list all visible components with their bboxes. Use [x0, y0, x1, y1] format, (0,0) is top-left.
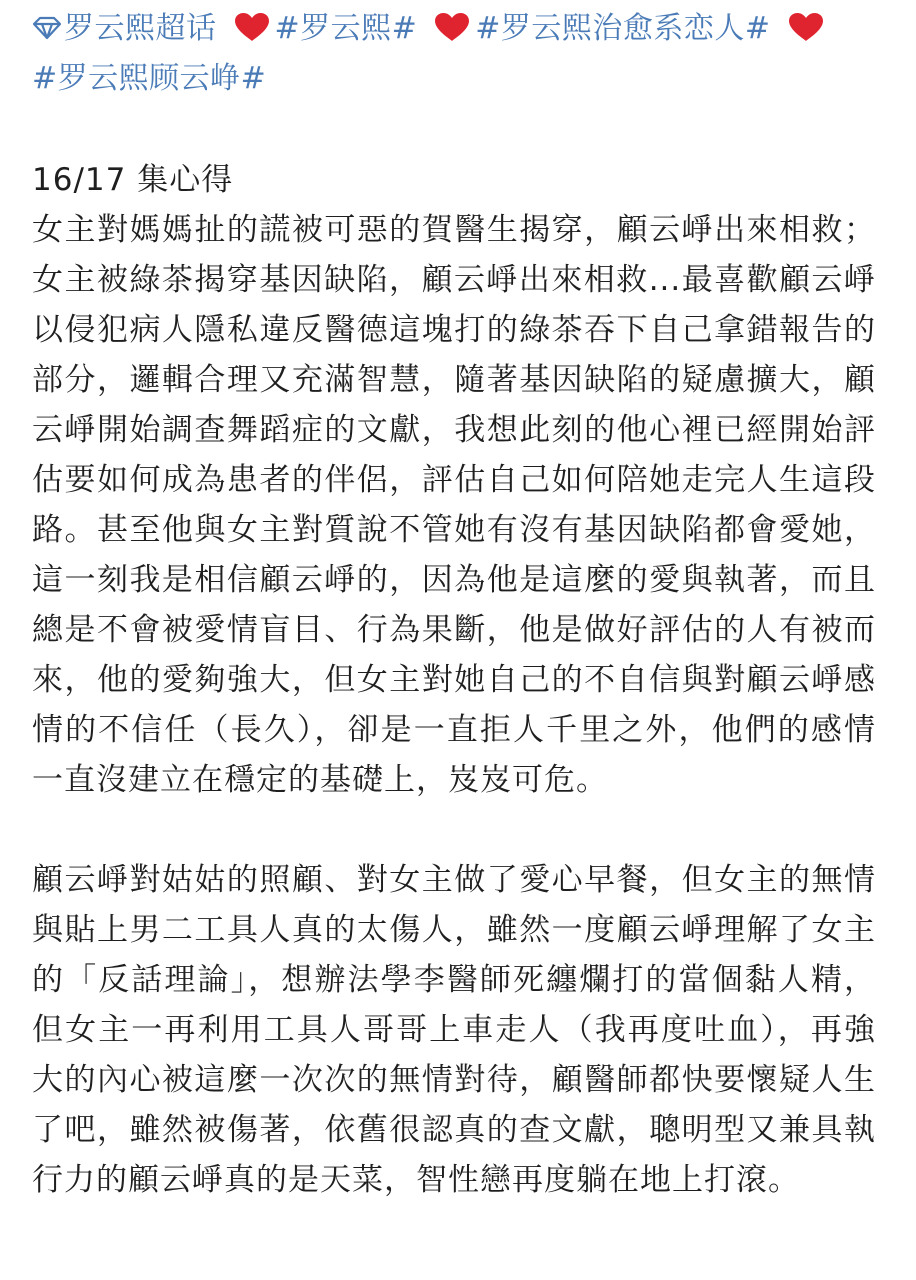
hashtag-healing-lover[interactable]: #罗云熙治愈系恋人# [475, 11, 771, 46]
super-topic-label: 罗云熙超话 [64, 11, 217, 46]
heart-icon [233, 11, 271, 43]
hashtag-luoyunxi[interactable]: #罗云熙# [274, 11, 418, 46]
diamond-icon [32, 16, 62, 40]
post-paragraph-1: 女主對媽媽扯的謊被可惡的賀醫生揭穿，顧云崢出來相救；女主被綠茶揭穿基因缺陷，顧云崢出來相救...最喜歡顧云崢以侵犯病人隱私違反醫德這塊打的綠茶吞下自己拿錯報告的部分，邏輯合理又充滿智慧，隨著基因缺陷的疑慮擴大，顧云崢開始調查舞蹈症的文獻，我想此刻的他心裡已經開始評估要如何成為患者的伴侶，評估自己如何陪她走完人生這段路。甚至他與女主對質說不管她有沒有基因缺陷都會愛她，這一刻我是相信顧云崢的，因為他是這麼的愛與執著，而且總是不會被愛情盲目、行為果斷，他是做好評估的人有被而來，他的愛夠強大，但女主對她自己的不自信與對顧云崢感情的不信任（長久），卻是一直拒人千里之外，他們的感情一直沒建立在穩定的基礎上，岌岌可危。 [32, 212, 876, 798]
heart-icon [433, 11, 471, 43]
hashtag-gu-yunzheng[interactable]: #罗云熙顾云峥# [32, 61, 267, 96]
super-topic-link[interactable] [32, 11, 217, 46]
heart-icon [787, 11, 825, 43]
post-heading: 16/17 集心得 [32, 162, 234, 198]
tag-line [32, 4, 876, 104]
post-paragraph-2: 顧云崢對姑姑的照顧、對女主做了愛心早餐，但女主的無情與貼上男二工具人真的太傷人，雖然一度顧云崢理解了女主的「反話理論」，想辦法學李醫師死纏爛打的當個黏人精，但女主一再利用工具人哥哥上車走人（我再度吐血），再強大的內心被這麼一次次的無情對待，顧醫師都快要懷疑人生了吧，雖然被傷著，依舊很認真的查文獻，聰明型又兼具執行力的顧云崢真的是天菜，智性戀再度躺在地上打滾。 [32, 862, 876, 1198]
